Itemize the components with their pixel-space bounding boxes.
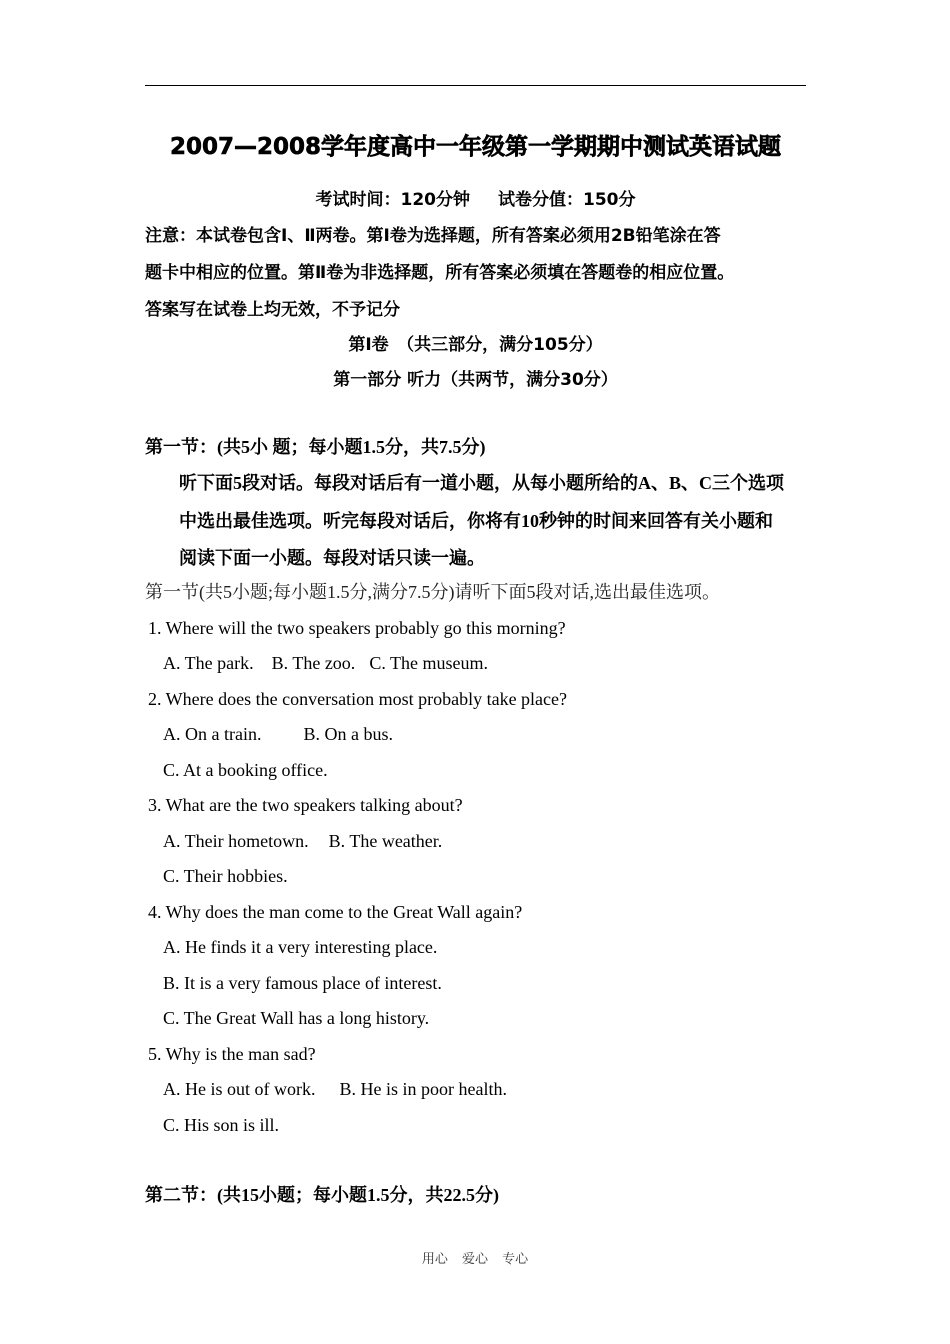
section-1-heading: 第一节：(共5小 题；每小题1.5分，共7.5分) — [145, 437, 486, 457]
question-2-option-b: B. On a bus. — [303, 724, 393, 744]
question-3-options-ab — [163, 829, 442, 853]
question-2-option-c: C. At a booking office. — [163, 760, 328, 780]
question-1-options — [163, 651, 488, 675]
question-4-option-a: A. He finds it a very interesting place. — [163, 937, 438, 957]
exam-time: 考试时间：120分钟 — [315, 190, 470, 210]
exam-meta — [145, 188, 806, 212]
question-2-stem: 2. Where does the conversation most probably take place? — [148, 689, 568, 709]
question-1-stem: 1. Where will the two speakers probably go this morning? — [148, 618, 566, 638]
question-5-option-b: B. He is in poor health. — [339, 1079, 507, 1099]
question-4-option-c: C. The Great Wall has a long history. — [163, 1008, 430, 1028]
full-score: 试卷分值：150分 — [498, 190, 636, 210]
question-5-stem: 5. Why is the man sad? — [148, 1044, 316, 1064]
question-1-option-a: A. The park. — [163, 653, 254, 673]
exam-title: 2007—2008学年度高中一年级第一学期期中测试英语试题 — [169, 134, 782, 160]
section-1-instruction-line-3: 阅读下面一小题。每段对话只读一遍。 — [179, 548, 485, 568]
part-1-heading: 第一部分 听力（共两节，满分30分） — [333, 370, 618, 390]
question-2-options-ab — [163, 722, 393, 746]
notice-line-1: 注意：本试卷包含Ⅰ、Ⅱ两卷。第Ⅰ卷为选择题，所有答案必须用2B铅笔涂在答 — [145, 226, 721, 246]
question-5-option-a: A. He is out of work. — [163, 1079, 316, 1099]
notice-line-2: 题卡中相应的位置。第Ⅱ卷为非选择题，所有答案必须填在答题卷的相应位置。 — [145, 263, 735, 283]
question-3-option-b: B. The weather. — [328, 831, 443, 851]
page-footer: 用心 爱心 专心 — [421, 1252, 529, 1267]
section-1-instruction-line-1: 听下面5段对话。每段对话后有一道小题，从每小题所给的A、B、C三个选项 — [179, 473, 785, 493]
question-3-option-c: C. Their hobbies. — [163, 866, 288, 886]
question-5-option-c: C. His son is ill. — [163, 1115, 280, 1135]
question-2-option-a: A. On a train. — [163, 724, 262, 744]
section-1-repeat-instruction: 第一节(共5小题;每小题1.5分,满分7.5分)请听下面5段对话,选出最佳选项。 — [145, 582, 720, 602]
section-2-heading: 第二节：(共15小题；每小题1.5分，共22.5分) — [145, 1185, 499, 1205]
question-4-option-b: B. It is a very famous place of interest. — [163, 973, 442, 993]
question-3-stem: 3. What are the two speakers talking about? — [148, 795, 463, 815]
question-1-option-b: B. The zoo. — [271, 653, 356, 673]
question-5-options-ab — [163, 1077, 507, 1101]
notice-line-3: 答案写在试卷上均无效，不予记分 — [145, 300, 400, 320]
question-3-option-a: A. Their hometown. — [163, 831, 309, 851]
question-4-stem: 4. Why does the man come to the Great Wall again? — [148, 902, 523, 922]
header-rule — [145, 85, 806, 86]
volume-1-heading: 第Ⅰ卷 （共三部分，满分105分） — [348, 335, 603, 355]
section-1-instruction-line-2: 中选出最佳选项。听完每段对话后，你将有10秒钟的时间来回答有关小题和 — [179, 511, 773, 531]
question-1-option-c: C. The museum. — [369, 653, 488, 673]
